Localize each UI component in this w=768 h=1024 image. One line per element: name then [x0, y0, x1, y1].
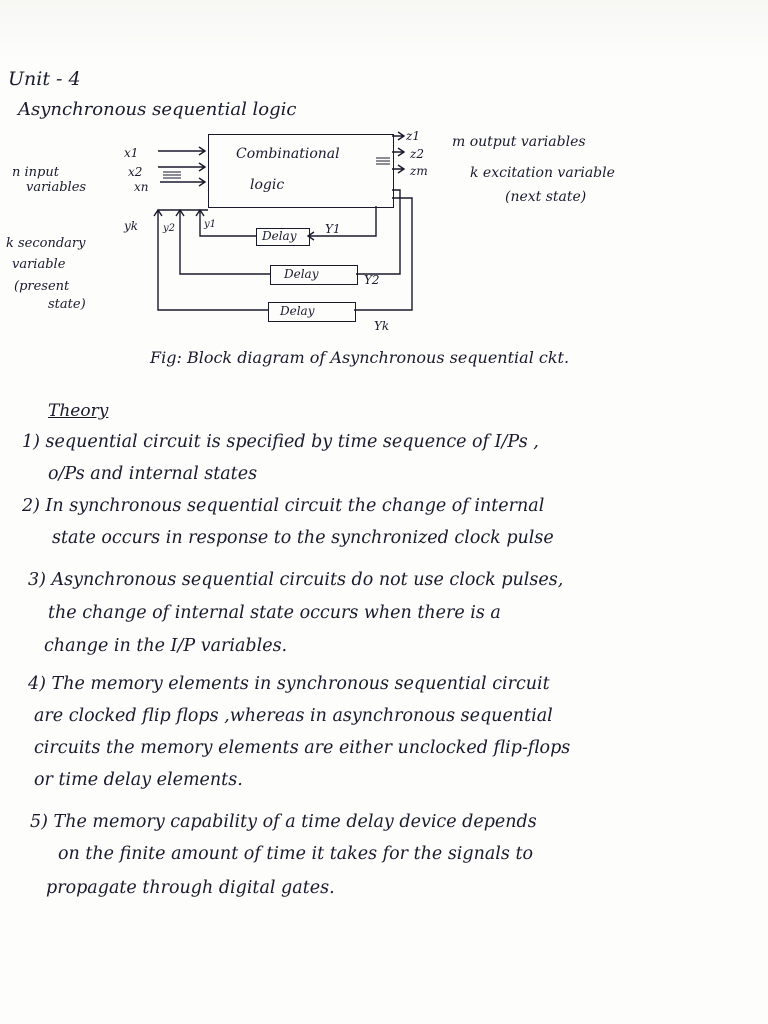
excitation-label-1: k excitation variable	[470, 165, 615, 181]
secondary-vars-label-3: (present	[14, 279, 70, 294]
delay-label-1: Delay	[262, 229, 297, 243]
theory-line-5: 3) Asynchronous sequential circuits do not use clock pulses,	[28, 570, 564, 590]
theory-line-10: circuits the memory elements are either unclocked flip-flops	[34, 738, 571, 758]
output-z1: z1	[406, 129, 420, 143]
delay-label-2: Delay	[284, 267, 319, 281]
secondary-y2: y2	[163, 223, 176, 234]
secondary-yk: yk	[124, 219, 139, 233]
excitation-Y2: Y2	[364, 273, 380, 287]
theory-line-12: 5) The memory capability of a time delay device depends	[30, 812, 537, 832]
topic-heading: Asynchronous sequential logic	[18, 99, 297, 120]
combinational-label-1: Combinational	[236, 146, 340, 162]
input-x1: x1	[124, 146, 139, 160]
secondary-y1: y1	[204, 219, 217, 230]
secondary-vars-label-4: state)	[48, 297, 86, 312]
output-z2: z2	[410, 147, 424, 161]
theory-line-13: on the finite amount of time it takes for the signals to	[58, 844, 534, 864]
diagram-wires	[0, 0, 768, 380]
theory-line-6: the change of internal state occurs when there is a	[48, 603, 501, 623]
theory-line-1: 1) sequential circuit is specified by time sequence of I/Ps ,	[22, 432, 539, 452]
input-x2: x2	[128, 165, 143, 179]
input-xn: xn	[134, 180, 149, 194]
theory-heading: Theory	[48, 401, 109, 421]
combinational-label-2: logic	[250, 177, 285, 193]
theory-line-14: propagate through digital gates.	[46, 878, 335, 898]
theory-line-4: state occurs in response to the synchronized clock pulse	[52, 528, 554, 548]
excitation-label-2: (next state)	[505, 189, 587, 205]
theory-line-2: o/Ps and internal states	[48, 464, 258, 484]
input-vars-label-2: variables	[26, 180, 87, 195]
theory-line-7: change in the I/P variables.	[44, 636, 288, 656]
excitation-Yk: Yk	[374, 319, 390, 333]
theory-line-8: 4) The memory elements in synchronous sequential circuit	[28, 674, 550, 694]
figure-caption: Fig: Block diagram of Asynchronous sequential ckt.	[150, 348, 570, 367]
output-zm: zm	[410, 164, 428, 178]
secondary-vars-label-2: variable	[12, 257, 66, 272]
theory-line-9: are clocked flip flops ,whereas in asynchronous sequential	[34, 706, 553, 726]
excitation-Y1: Y1	[325, 222, 341, 236]
unit-heading: Unit - 4	[8, 68, 81, 90]
output-vars-label: m output variables	[452, 134, 586, 150]
delay-label-3: Delay	[280, 304, 315, 318]
theory-line-11: or time delay elements.	[34, 770, 243, 790]
secondary-vars-label-1: k secondary	[6, 236, 86, 251]
theory-line-3: 2) In synchronous sequential circuit the change of internal	[22, 496, 545, 516]
input-vars-label-1: n input	[12, 165, 59, 180]
